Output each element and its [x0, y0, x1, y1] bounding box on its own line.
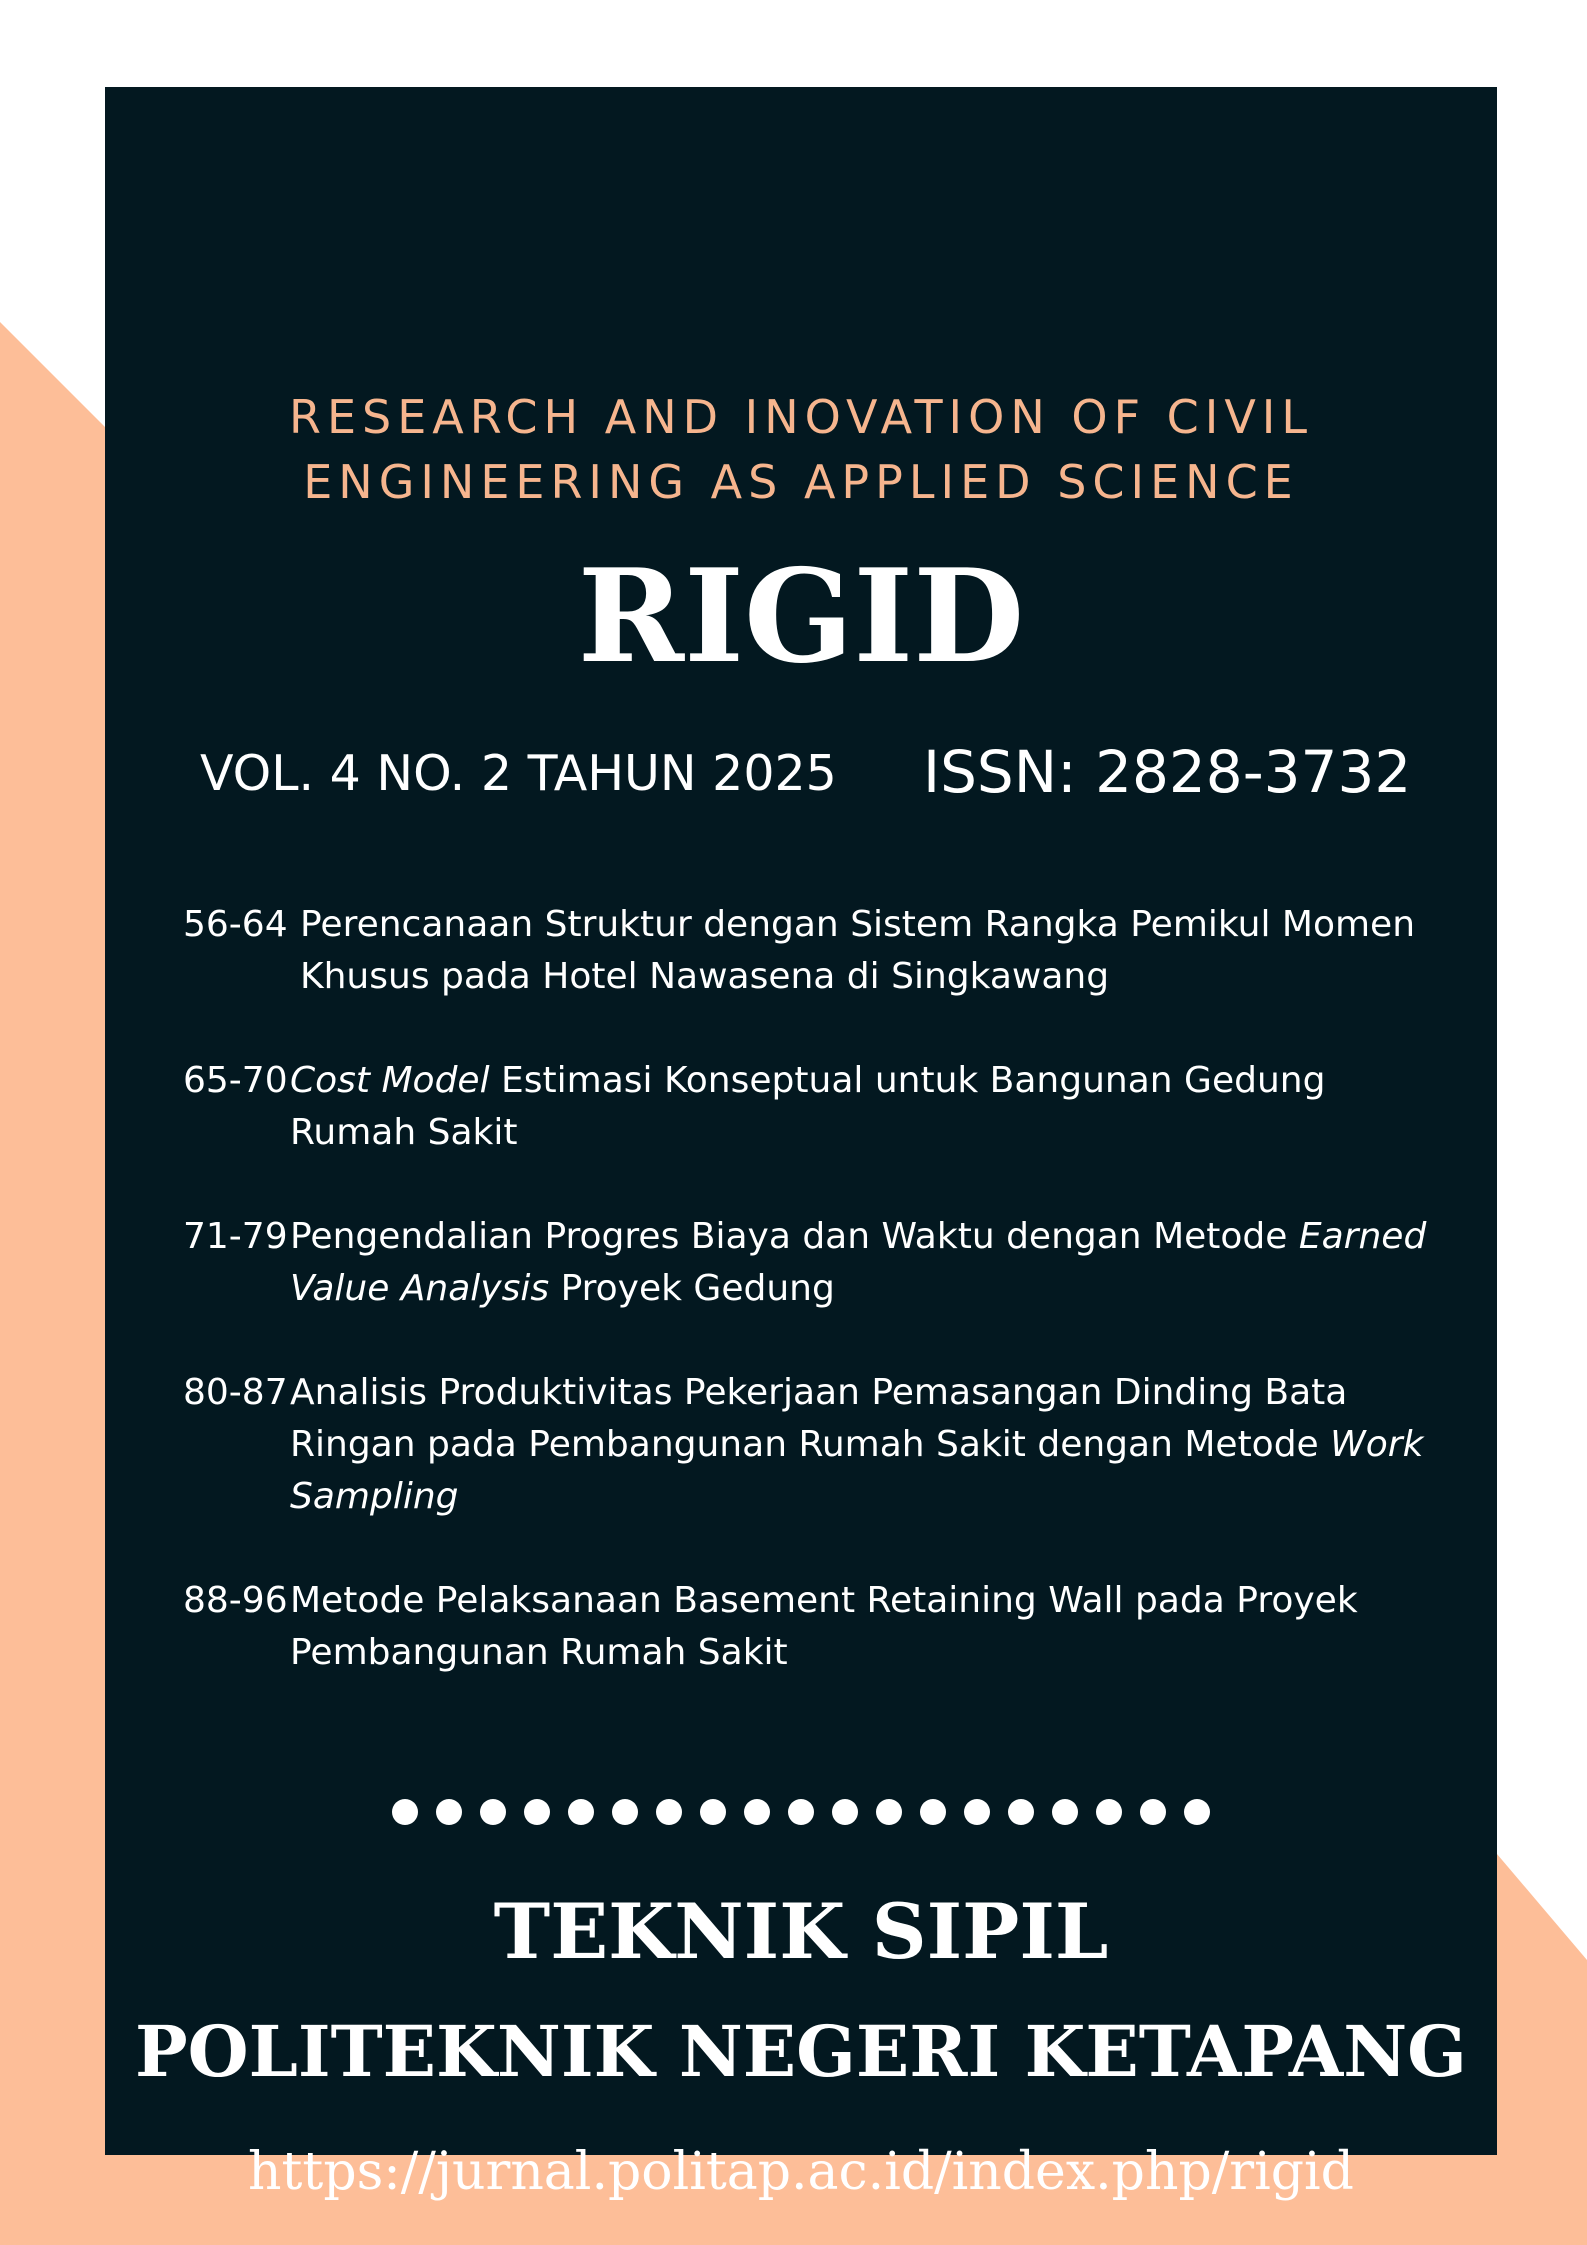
journal-title: RIGID: [577, 542, 1025, 692]
toc-title-line: [300, 899, 1415, 951]
journal-url: https://jurnal.politap.ac.id/index.php/rigid: [248, 2142, 1354, 2202]
toc-pages: 71-79: [183, 1216, 288, 1257]
toc-title-line: [290, 1367, 1347, 1419]
divider-dot: [832, 1799, 858, 1825]
journal-subtitle-line1: RESEARCH AND INOVATION OF CIVIL: [288, 390, 1314, 444]
divider-dot: [876, 1799, 902, 1825]
divider-dot: [1184, 1799, 1210, 1825]
divider-dot: [920, 1799, 946, 1825]
divider-dot: [1140, 1799, 1166, 1825]
toc-title-line: [290, 1627, 788, 1679]
title-text: Khusus pada Hotel Nawasena di Singkawang: [300, 956, 1110, 997]
toc-title-line: [290, 1107, 517, 1159]
italic-term: Sampling: [290, 1476, 459, 1517]
italic-term: Work: [1330, 1424, 1424, 1465]
journal-subtitle: [105, 385, 1497, 515]
title-text: Metode Pelaksanaan Basement Retaining Wall pada Proyek: [290, 1580, 1358, 1621]
dotted-divider: [105, 1799, 1497, 1829]
divider-dot: [788, 1799, 814, 1825]
divider-dot: [964, 1799, 990, 1825]
divider-dot: [700, 1799, 726, 1825]
divider-dot: [392, 1799, 418, 1825]
toc-pages: 88-96: [183, 1580, 288, 1621]
title-text: Rumah Sakit: [290, 1112, 518, 1153]
institution-name: POLITEKNIK NEGERI KETAPANG: [135, 2010, 1467, 2093]
divider-dot: [744, 1799, 770, 1825]
divider-dot: [1008, 1799, 1034, 1825]
italic-term: Value Analysis: [290, 1268, 550, 1309]
title-text: Ringan pada Pembangunan Rumah Sakit dengan Metode: [290, 1424, 1331, 1465]
toc-title-line: [300, 951, 1109, 1003]
journal-subtitle-line2: ENGINEERING AS APPLIED SCIENCE: [303, 455, 1299, 509]
volume-info: VOL. 4 NO. 2 TAHUN 2025: [200, 745, 837, 802]
title-text: Proyek Gedung: [549, 1268, 835, 1309]
toc-title-line: [290, 1575, 1358, 1627]
toc-title-line: [290, 1055, 1325, 1107]
toc-title-line: [290, 1263, 835, 1315]
divider-dot: [436, 1799, 462, 1825]
divider-dot: [568, 1799, 594, 1825]
title-text: Estimasi Konseptual untuk Bangunan Gedung: [489, 1060, 1326, 1101]
cover-panel: [105, 87, 1497, 2202]
divider-dot: [1096, 1799, 1122, 1825]
department-name: TEKNIK SIPIL: [493, 1887, 1109, 1976]
divider-dot: [524, 1799, 550, 1825]
toc-pages: 56-64: [183, 904, 288, 945]
toc-title-line: [290, 1211, 1426, 1263]
divider-dot: [1052, 1799, 1078, 1825]
italic-term: Earned: [1298, 1216, 1427, 1257]
toc-pages: 65-70: [183, 1060, 288, 1101]
divider-dot: [480, 1799, 506, 1825]
toc-title-line: [290, 1419, 1423, 1471]
issn-info: ISSN: 2828-3732: [923, 738, 1412, 806]
title-text: Analisis Produktivitas Pekerjaan Pemasangan Dinding Bata: [290, 1372, 1348, 1413]
title-text: Perencanaan Struktur dengan Sistem Rangka Pemikul Momen: [300, 904, 1416, 945]
toc-title-line: [290, 1471, 459, 1523]
divider-dot: [612, 1799, 638, 1825]
toc-pages: 80-87: [183, 1372, 288, 1413]
italic-term: Cost Model: [290, 1060, 490, 1101]
divider-dot: [656, 1799, 682, 1825]
title-text: Pembangunan Rumah Sakit: [290, 1632, 788, 1673]
title-text: Pengendalian Progres Biaya dan Waktu dengan Metode: [290, 1216, 1299, 1257]
